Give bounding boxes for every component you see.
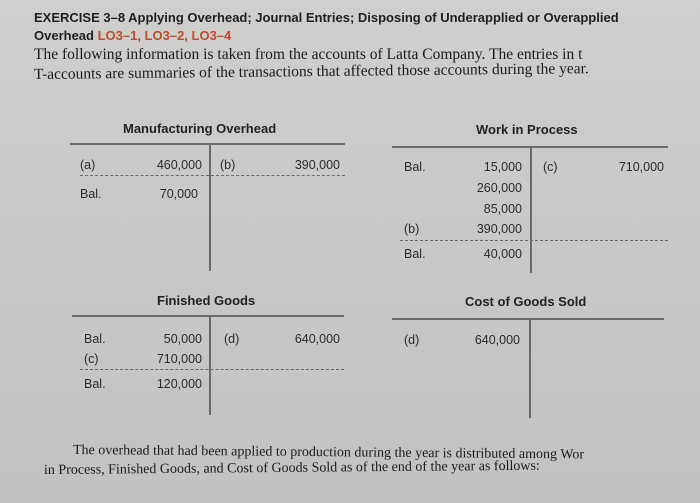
debit-label: Bal. <box>404 160 426 174</box>
debit-amount: 70,000 <box>159 187 198 201</box>
t-account-top-line <box>392 318 664 320</box>
debit-label: Bal. <box>84 332 106 346</box>
credit-amount: 390,000 <box>294 158 340 172</box>
intro-line-2: T-accounts are summaries of the transactions that affected those accounts during the year. <box>33 60 589 83</box>
t-account-top-line <box>70 143 345 145</box>
debit-label: (a) <box>80 158 96 172</box>
debit-amount: 120,000 <box>156 377 202 391</box>
t-account-divider <box>530 146 532 273</box>
t-account-divider <box>209 315 211 415</box>
exercise-title <box>34 10 619 25</box>
t-account-divider <box>529 318 531 418</box>
t-account-divider <box>209 143 211 271</box>
account-title: Finished Goods <box>157 293 256 308</box>
credit-amount: 710,000 <box>618 160 664 174</box>
exercise-title-line2-text: Overhead <box>34 28 98 43</box>
debit-amount: 260,000 <box>476 181 522 195</box>
debit-amount: 40,000 <box>483 247 522 261</box>
debit-amount: 390,000 <box>476 222 522 236</box>
debit-amount: 15,000 <box>483 160 522 174</box>
t-account-top-line <box>72 315 344 317</box>
subtotal-rule <box>400 240 668 241</box>
account-title: Cost of Goods Sold <box>465 294 587 309</box>
credit-label: (b) <box>220 158 236 172</box>
debit-label: Bal. <box>404 247 426 261</box>
debit-amount: 85,000 <box>483 202 522 216</box>
debit-amount: 640,000 <box>474 333 520 347</box>
debit-label: (b) <box>404 222 420 236</box>
learning-objective-codes: LO3–1, LO3–2, LO3–4 <box>97 28 232 43</box>
footer-line-1: The overhead that had been applied to production during the year is distributed among Wor <box>72 443 585 463</box>
exercise-title-text: EXERCISE 3–8 Applying Overhead; Journal Entries; Disposing of Underapplied or Overapplied <box>34 10 619 25</box>
debit-label: Bal. <box>80 187 102 201</box>
intro-line-1: The following information is taken from the accounts of Latta Company. The entries in t <box>34 46 583 63</box>
credit-label: (d) <box>224 332 240 346</box>
account-title: Manufacturing Overhead <box>123 121 277 136</box>
exercise-title-line2 <box>34 28 231 43</box>
debit-amount: 460,000 <box>156 158 202 172</box>
credit-label: (c) <box>543 160 558 174</box>
subtotal-rule <box>80 369 344 370</box>
credit-amount: 640,000 <box>294 332 340 346</box>
debit-label: (c) <box>84 352 99 366</box>
footer-line-2: in Process, Finished Goods, and Cost of Goods Sold as of the end of the year as follows: <box>43 458 540 478</box>
account-title: Work in Process <box>476 122 578 137</box>
subtotal-rule <box>80 175 345 176</box>
debit-amount: 710,000 <box>156 352 202 366</box>
debit-label: (d) <box>404 333 420 347</box>
debit-amount: 50,000 <box>163 332 202 346</box>
debit-label: Bal. <box>84 377 106 391</box>
